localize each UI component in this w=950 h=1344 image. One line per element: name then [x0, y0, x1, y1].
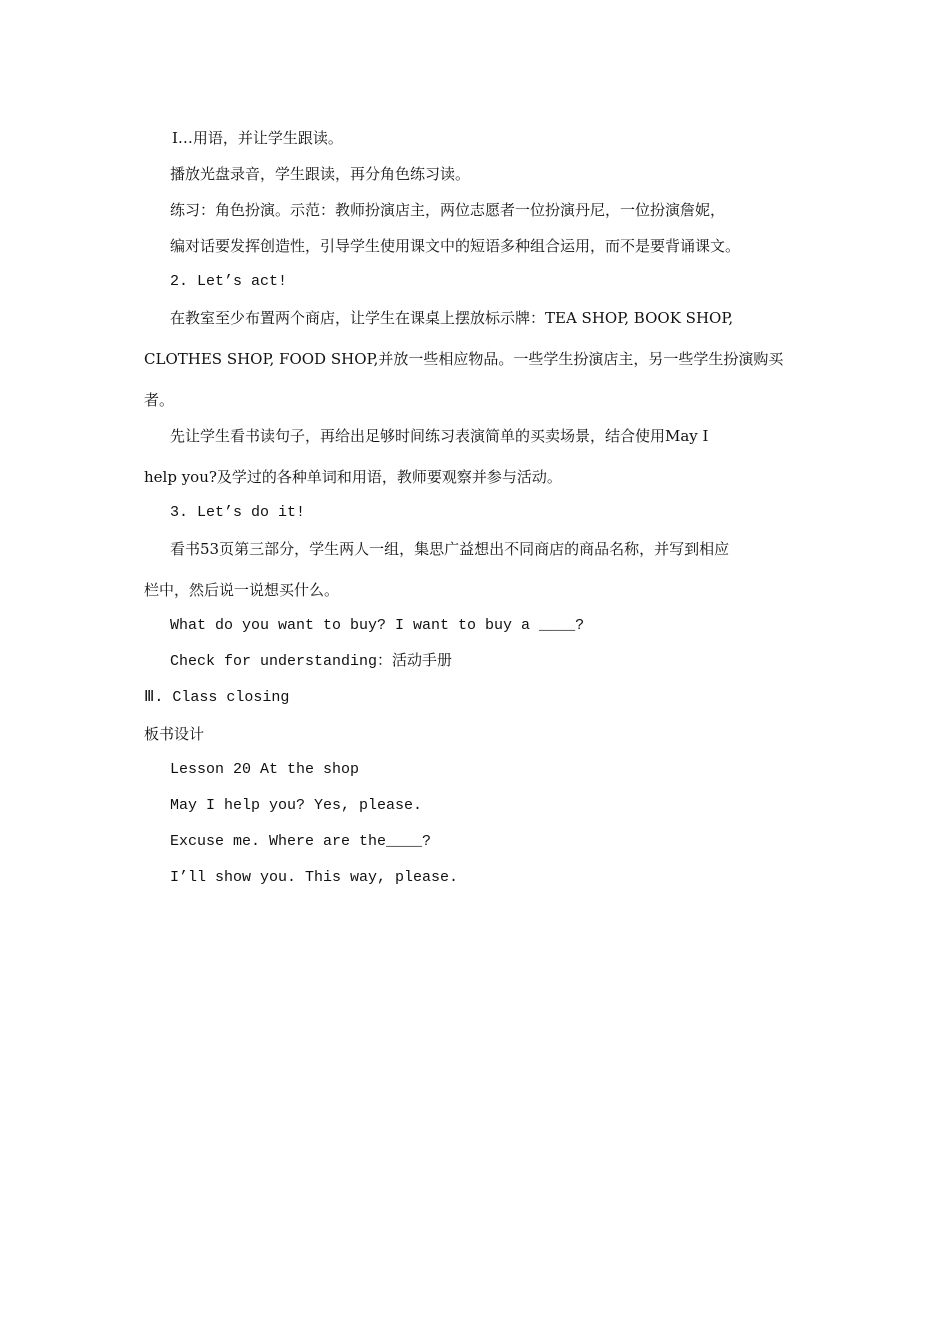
- text-line-1: I…用语，并让学生跟读。: [172, 129, 343, 147]
- section-heading-class-closing: Ⅲ. Class closing: [144, 689, 290, 706]
- text-line-15: Check for understanding：活动手册: [170, 653, 453, 670]
- text-line-7: CLOTHES SHOP, FOOD SHOP,并放一些相应物品。一些学生扮演店主，另一些学生扮演购买: [144, 350, 784, 368]
- text-line-6: 在教室至少布置两个商店，让学生在课桌上摆放标示牌：TEA SHOP, BOOK SHOP,: [170, 309, 734, 327]
- section-heading-lets-do-it: 3. Let’s do it!: [170, 504, 306, 521]
- section-heading-lets-act: 2. Let’s act!: [170, 273, 288, 290]
- text-line-3: 练习：角色扮演。示范：教师扮演店主，两位志愿者一位扮演丹尼，一位扮演詹妮，: [170, 201, 726, 219]
- text-line-4: 编对话要发挥创造性，引导学生使用课文中的短语多种组合运用，而不是要背诵课文。: [170, 237, 741, 255]
- text-line-8: 者。: [144, 391, 175, 409]
- text-line-9: 先让学生看书读句子，再给出足够时间练习表演简单的买卖场景，结合使用May I: [170, 427, 709, 445]
- text-line-2: 播放光盘录音，学生跟读，再分角色练习读。: [170, 165, 471, 183]
- text-line-10: help you?及学过的各种单词和用语，教师要观察并参与活动。: [144, 468, 562, 486]
- text-line-14: What do you want to buy? I want to buy a ____?: [170, 617, 585, 634]
- board-line-4: I’ll show you. This way, please.: [170, 869, 459, 886]
- text-line-12: 看书53页第三部分，学生两人一组，集思广益想出不同商店的商品名称，并写到相应: [170, 540, 730, 558]
- board-line-2: May I help you? Yes, please.: [170, 797, 423, 814]
- board-line-1: Lesson 20 At the shop: [170, 761, 360, 778]
- text-line-13: 栏中，然后说一说想买什么。: [144, 581, 340, 599]
- board-line-3: Excuse me. Where are the____?: [170, 833, 432, 850]
- board-design-heading: 板书设计: [144, 725, 205, 743]
